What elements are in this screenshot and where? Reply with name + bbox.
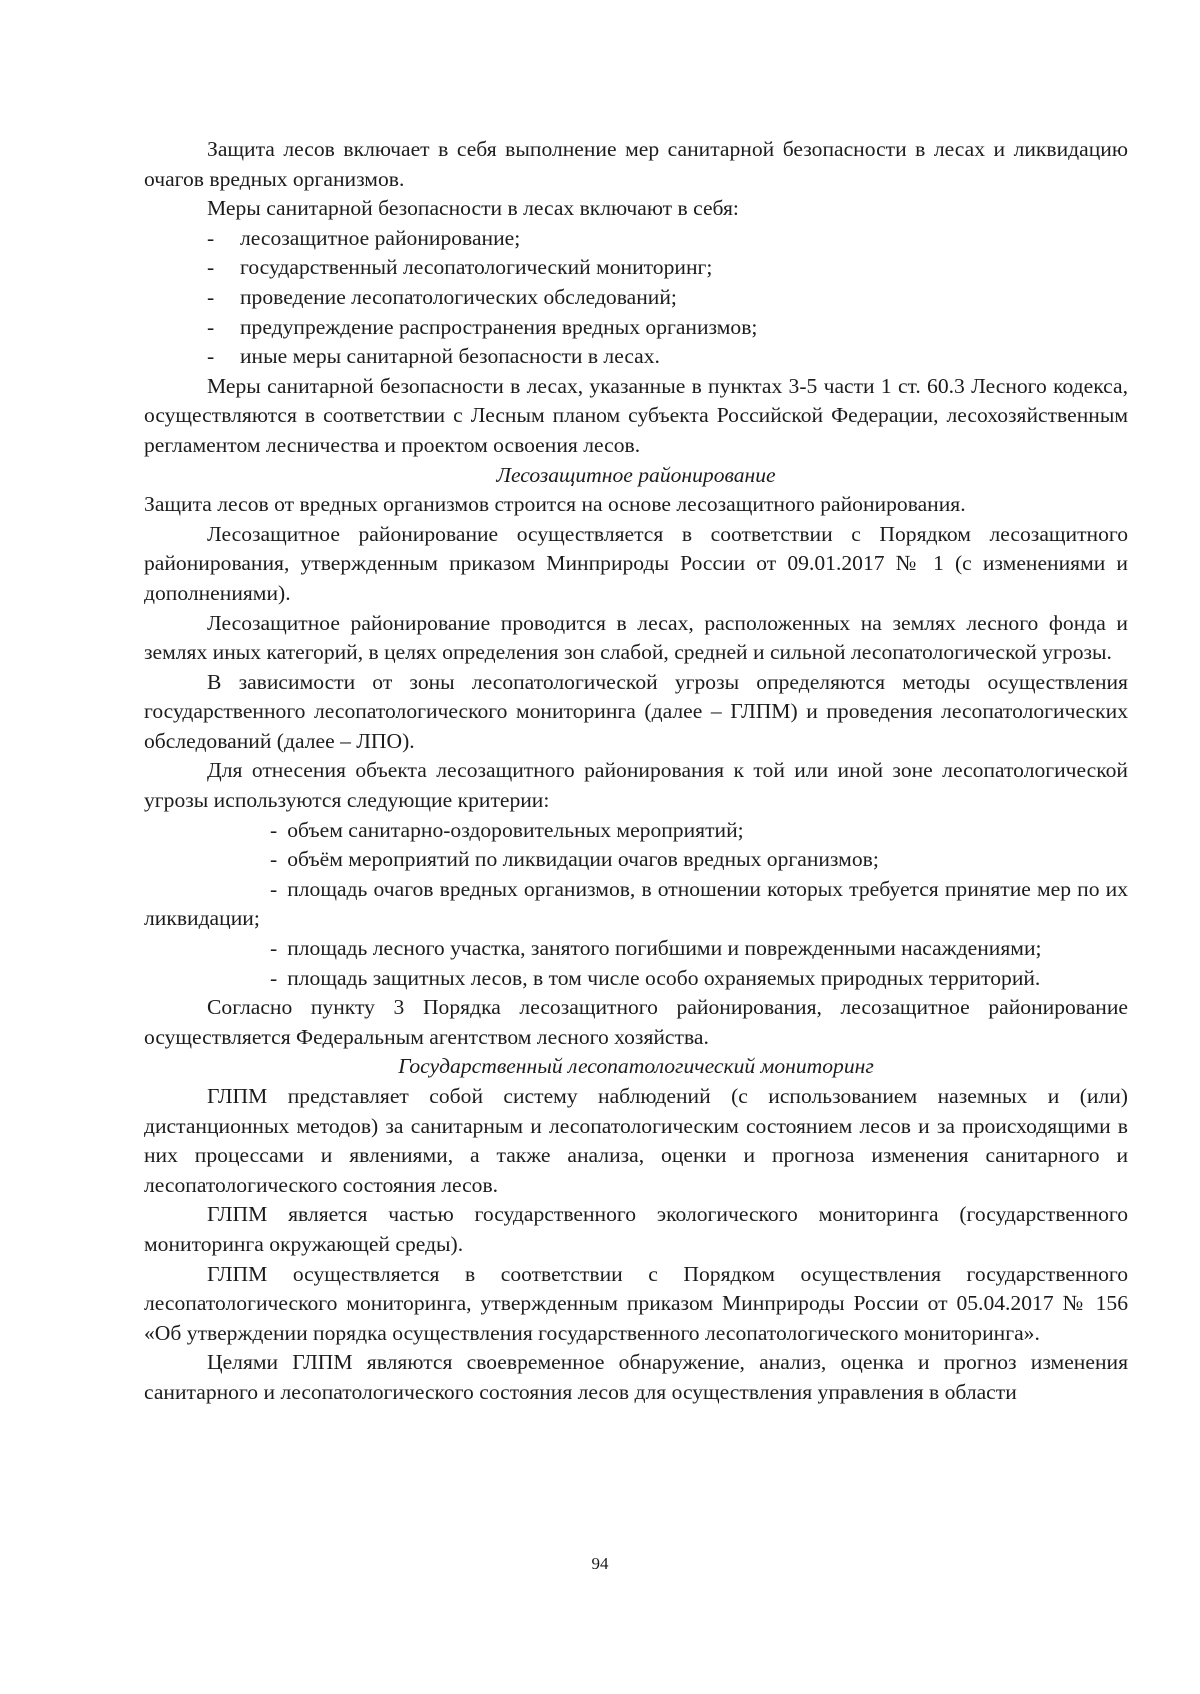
paragraph: Согласно пункту 3 Порядка лесозащитного районирования, лесозащитное районирование осуществляется Федеральным агентством лесного хозяйства. xyxy=(144,995,1128,1049)
paragraph: Защита лесов включает в себя выполнение мер санитарной безопасности в лесах и ликвидацию очагов вредных организмов. xyxy=(144,137,1128,191)
bullet-marker: - xyxy=(207,284,215,309)
paragraph: Защита лесов от вредных организмов строится на основе лесозащитного районирования. xyxy=(144,492,966,517)
paragraph: ГЛПМ является частью государственного экологического мониторинга (государственного мониторинга окружающей среды). xyxy=(144,1202,1128,1256)
bullet-marker: - xyxy=(270,847,278,872)
list-item xyxy=(144,964,1128,994)
list-item xyxy=(144,934,1128,964)
list-item-text: объём мероприятий по ликвидации очагов вредных организмов; xyxy=(287,847,879,872)
paragraph: Целями ГЛПМ являются своевременное обнаружение, анализ, оценка и прогноз изменения санитарного и лесопатологического состояния лесов для осуществления управления в области xyxy=(144,1350,1128,1404)
list-item-text: лесозащитное районирование; xyxy=(240,225,521,250)
bullet-marker: - xyxy=(270,936,278,961)
list-item-text: площадь лесного участка, занятого погибшими и поврежденными насаждениями; xyxy=(287,936,1042,961)
list-item-text: иные меры санитарной безопасности в лесах. xyxy=(240,344,660,369)
paragraph: В зависимости от зоны лесопатологической угрозы определяются методы осуществления государственного лесопатологического мониторинга (далее – ГЛПМ) и проведения лесопатологических обследований (далее – ЛПО). xyxy=(144,669,1128,753)
list-item xyxy=(144,342,1128,372)
paragraph: Меры санитарной безопасности в лесах включают в себя: xyxy=(207,196,739,221)
page-number: 94 xyxy=(591,1554,609,1573)
paragraph: Лесозащитное районирование осуществляется в соответствии с Порядком лесозащитного районирования, утвержденным приказом Минприроды России от 09.01.2017 № 1 (с изменениями и дополнениями). xyxy=(144,521,1128,605)
bullet-marker: - xyxy=(270,965,278,990)
bullet-marker: - xyxy=(270,876,278,901)
list-item xyxy=(144,816,1128,846)
paragraph: Для отнесения объекта лесозащитного районирования к той или иной зоне лесопатологической угрозы используются следующие критерии: xyxy=(144,758,1128,813)
list-item-text: объем санитарно-оздоровительных мероприятий; xyxy=(287,817,744,842)
paragraph: ГЛПМ осуществляется в соответствии с Порядком осуществления государственного лесопатологического мониторинга, утвержденным приказом Минприроды России от 05.04.2017 № 156 «Об утверждении порядка осуществления государственного лесопатологического мониторинга». xyxy=(144,1261,1128,1345)
list-item-text: площадь очагов вредных организмов, в отношении которых требуется принятие мер по их ликвидации; xyxy=(144,876,1128,931)
document-body xyxy=(144,135,1128,1408)
list-item-text: предупреждение распространения вредных организмов; xyxy=(240,314,758,339)
bullet-marker: - xyxy=(207,314,215,339)
list-item xyxy=(144,224,1128,254)
list-item xyxy=(144,313,1128,343)
paragraph: ГЛПМ представляет собой систему наблюдений (с использованием наземных и (или) дистанционных методов) за санитарным и лесопатологическим состоянием лесов и за происходящими в них процессами и явлениями, а также анализа, оценки и прогноза изменения санитарного и лесопатологического состояния лесов. xyxy=(144,1084,1128,1197)
paragraph: Лесозащитное районирование проводится в лесах, расположенных на землях лесного фонда и землях иных категорий, в целях определения зон слабой, средней и сильной лесопатологической угрозы. xyxy=(144,610,1128,665)
bullet-marker: - xyxy=(270,817,278,842)
list-item-text: площадь защитных лесов, в том числе особо охраняемых природных территорий. xyxy=(287,965,1041,990)
list-item xyxy=(144,253,1128,283)
bullet-marker: - xyxy=(207,225,215,250)
list-item xyxy=(144,845,1128,875)
list-item xyxy=(144,283,1128,313)
bullet-marker: - xyxy=(207,344,215,369)
bullet-marker: - xyxy=(207,255,215,280)
list-item-text: государственный лесопатологический мониторинг; xyxy=(240,255,713,280)
list-item xyxy=(144,875,1128,934)
list-item-text: проведение лесопатологических обследований; xyxy=(240,284,677,309)
section-heading: Лесозащитное районирование xyxy=(496,462,776,487)
section-heading: Государственный лесопатологический мониторинг xyxy=(398,1054,874,1079)
paragraph: Меры санитарной безопасности в лесах, указанные в пунктах 3-5 части 1 ст. 60.3 Лесного кодекса, осуществляются в соответствии с Лесным планом субъекта Российской Федерации, лесохозяйственным регламентом лесничества и проектом освоения лесов. xyxy=(144,373,1128,457)
